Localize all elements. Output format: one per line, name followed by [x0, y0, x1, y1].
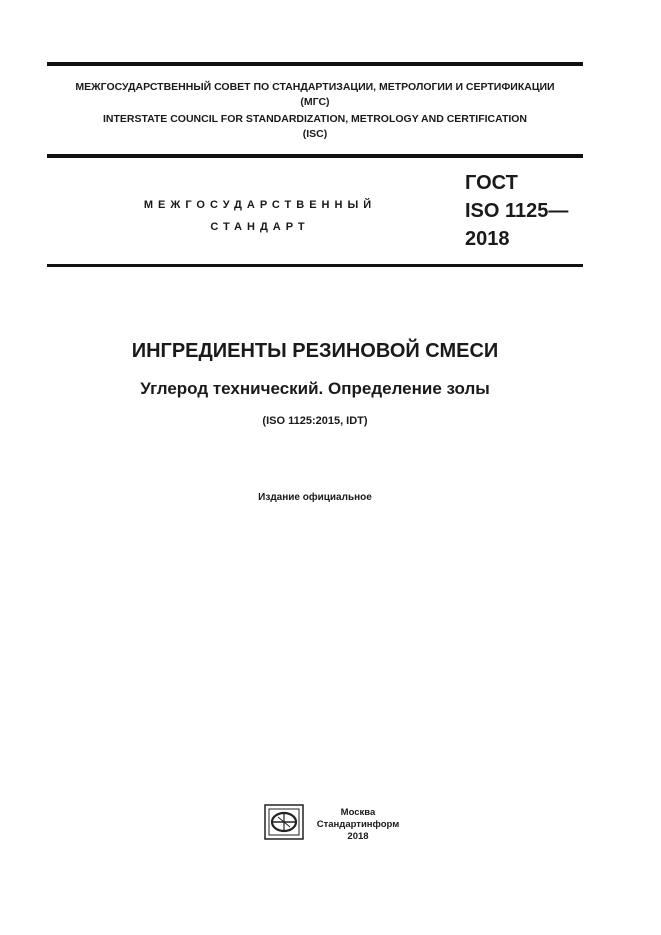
standard-type-line2: СТАНДАРТ — [210, 221, 310, 233]
document-title: ИНГРЕДИЕНТЫ РЕЗИНОВОЙ СМЕСИ — [131, 340, 499, 362]
council-ru-line1: МЕЖГОСУДАРСТВЕННЫЙ СОВЕТ ПО СТАНДАРТИЗАЦИИ, МЕТРОЛОГИИ И СЕРТИФИКАЦИИ — [75, 81, 555, 93]
publisher-city: Москва — [340, 807, 376, 818]
top-divider — [47, 62, 583, 66]
designation-line3: 2018 — [465, 228, 510, 250]
publisher-year: 2018 — [347, 831, 369, 842]
publisher-info — [310, 807, 406, 843]
council-en-line1: INTERSTATE COUNCIL FOR STANDARDIZATION, METROLOGY AND CERTIFICATION — [102, 113, 528, 125]
lower-divider — [47, 264, 583, 267]
designation-line1: ГОСТ — [465, 172, 518, 194]
document-subtitle: Углерод технический. Определение золы — [140, 379, 490, 398]
standard-designation — [465, 169, 568, 253]
middle-divider — [47, 154, 583, 158]
council-ru-line2: (МГС) — [300, 96, 330, 108]
standard-type — [110, 194, 410, 238]
council-name-english — [47, 112, 583, 142]
edition-note: Издание официальное — [258, 492, 372, 503]
standard-type-line1: МЕЖГОСУДАРСТВЕННЫЙ — [143, 199, 377, 211]
publisher-name: Стандартинформ — [316, 819, 400, 830]
standartinform-logo-icon — [264, 804, 304, 840]
council-en-line2: (ISC) — [302, 128, 328, 140]
designation-line2: ISO 1125— — [465, 200, 569, 222]
iso-reference: (ISO 1125:2015, IDT) — [262, 415, 368, 427]
council-name-russian — [47, 80, 583, 110]
